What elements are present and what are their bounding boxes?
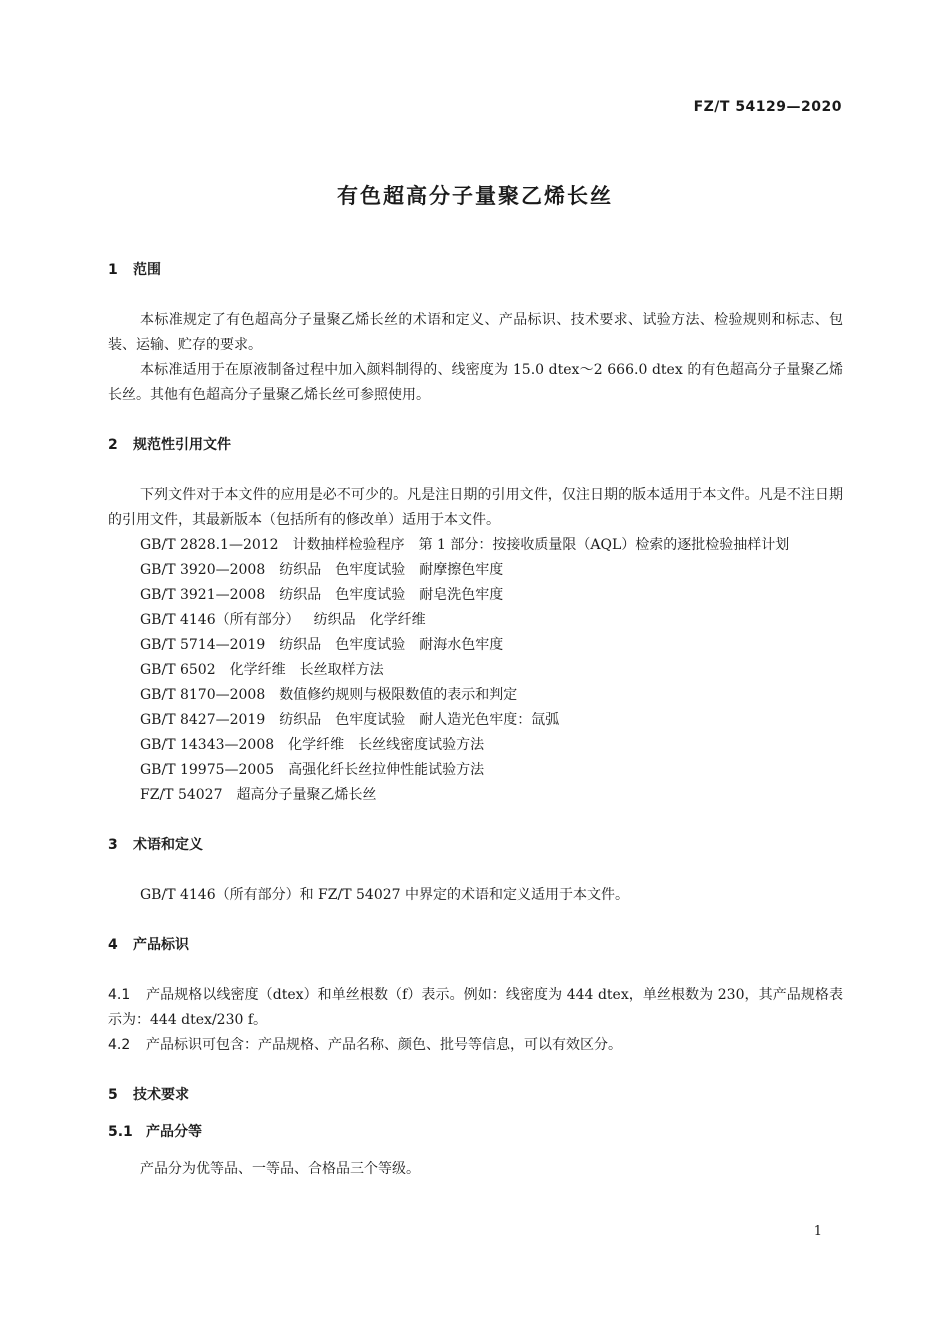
section-3-heading [108,833,843,858]
reference-item [108,558,843,583]
subsection-title: 产品分等 [146,1124,202,1140]
reference-item [108,758,843,783]
reference-code: GB/T 8427—2019 [140,712,266,728]
reference-code: GB/T 4146（所有部分） [140,612,300,628]
reference-name: 高强化纤长丝拉伸性能试验方法 [288,762,485,778]
reference-item [108,683,843,708]
reference-item [108,608,843,633]
reference-name: 纺织品 色牢度试验 耐海水色牢度 [279,637,504,653]
document-body [108,258,843,1182]
page-number: 1 [813,1224,822,1239]
subsection-5-1-heading [108,1120,843,1145]
reference-code: FZ/T 54027 [140,787,223,803]
document-title: 有色超高分子量聚乙烯长丝 [337,184,613,208]
subsection-number: 5.1 [108,1124,133,1140]
section-number: 4 [108,937,118,953]
section-number: 2 [108,437,118,453]
reference-name: 数值修约规则与极限数值的表示和判定 [279,687,518,703]
section-number: 5 [108,1087,118,1103]
clause-number: 4.1 [108,987,131,1003]
reference-name: 纺织品 化学纤维 [313,612,426,628]
section-1-paragraph-1: 本标准规定了有色超高分子量聚乙烯长丝的术语和定义、产品标识、技术要求、试验方法、检验规则和标志、包装、运输、贮存的要求。 [108,312,843,353]
reference-code: GB/T 14343—2008 [140,737,275,753]
section-3-paragraph: GB/T 4146（所有部分）和 FZ/T 54027 中界定的术语和定义适用于本文件。 [140,887,629,903]
clause-4-2 [108,1033,843,1058]
section-2-intro: 下列文件对于本文件的应用是必不可少的。凡是注日期的引用文件，仅注日期的版本适用于本文件。凡是不注日期的引用文件，其最新版本（包括所有的修改单）适用于本文件。 [108,487,843,528]
clause-number: 4.2 [108,1037,131,1053]
section-4-heading [108,933,843,958]
reference-item [108,658,843,683]
section-number: 1 [108,262,118,278]
reference-name: 计数抽样检验程序 第 1 部分：按接收质量限（AQL）检索的逐批检验抽样计划 [292,537,790,553]
reference-code: GB/T 5714—2019 [140,637,266,653]
clause-text: 产品标识可包含：产品规格、产品名称、颜色、批号等信息，可以有效区分。 [146,1037,622,1053]
reference-item [108,783,843,808]
reference-item [108,708,843,733]
clause-4-1 [108,983,843,1033]
section-5-heading [108,1083,843,1108]
reference-name: 化学纤维 长丝取样方法 [229,662,384,678]
standard-number: FZ/T 54129—2020 [693,99,842,115]
section-1-heading [108,258,843,283]
clause-text: 产品规格以线密度（dtex）和单丝根数（f）表示。例如：线密度为 444 dtex，单丝根数为 230，其产品规格表示为：444 dtex/230 f。 [108,987,843,1028]
section-title: 技术要求 [133,1087,189,1103]
reference-code: GB/T 3920—2008 [140,562,266,578]
reference-name: 纺织品 色牢度试验 耐摩擦色牢度 [279,562,504,578]
section-title: 范围 [133,262,161,278]
section-title: 产品标识 [133,937,189,953]
reference-code: GB/T 6502 [140,662,216,678]
section-number: 3 [108,837,118,853]
reference-name: 化学纤维 长丝线密度试验方法 [288,737,485,753]
section-1-paragraph-2: 本标准适用于在原液制备过程中加入颜料制得的、线密度为 15.0 dtex～2 666.0 dtex 的有色超高分子量聚乙烯长丝。其他有色超高分子量聚乙烯长丝可参照使用。 [108,362,843,403]
reference-item [108,633,843,658]
reference-item [108,533,843,558]
reference-code: GB/T 2828.1—2012 [140,537,279,553]
reference-item [108,733,843,758]
section-title: 术语和定义 [133,837,203,853]
section-2-heading [108,433,843,458]
reference-name: 超高分子量聚乙烯长丝 [236,787,377,803]
reference-code: GB/T 8170—2008 [140,687,266,703]
reference-code: GB/T 19975—2005 [140,762,275,778]
reference-name: 纺织品 色牢度试验 耐皂洗色牢度 [279,587,504,603]
section-title: 规范性引用文件 [133,437,231,453]
subsection-5-1-paragraph: 产品分为优等品、一等品、合格品三个等级。 [140,1161,420,1177]
reference-code: GB/T 3921—2008 [140,587,266,603]
reference-item [108,583,843,608]
reference-name: 纺织品 色牢度试验 耐人造光色牢度：氙弧 [279,712,560,728]
